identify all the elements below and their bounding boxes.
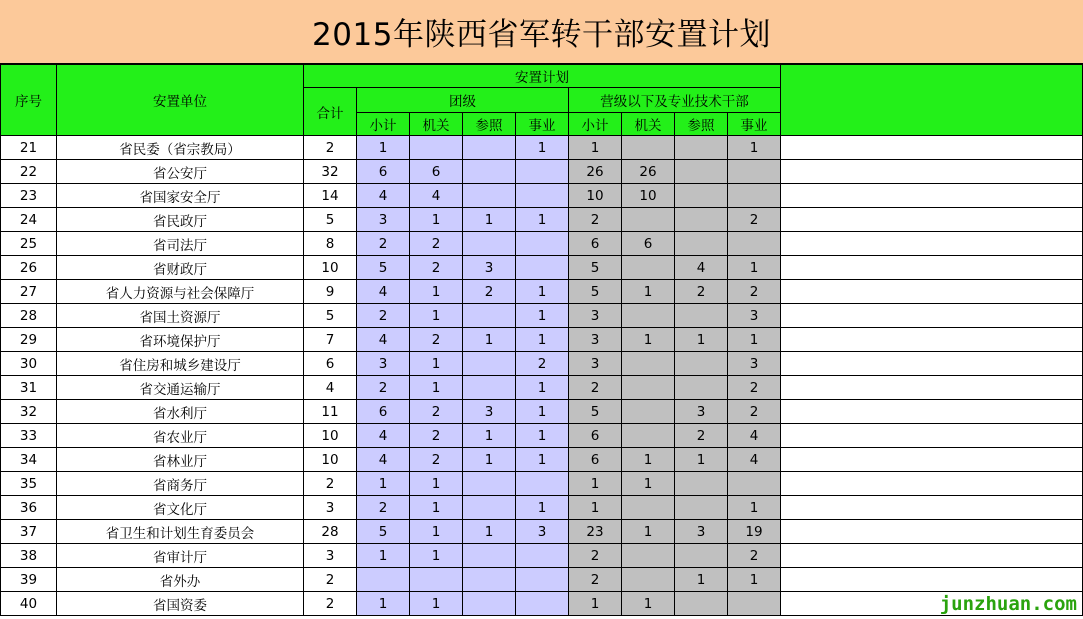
cell-group-b[interactable] bbox=[622, 376, 675, 400]
cell-group-b[interactable] bbox=[622, 424, 675, 448]
cell-group-a[interactable]: 1 bbox=[410, 208, 463, 232]
cell-unit[interactable]: 省住房和城乡建设厅 bbox=[57, 352, 304, 376]
cell-group-a[interactable]: 1 bbox=[463, 448, 516, 472]
cell-group-a[interactable]: 1 bbox=[410, 280, 463, 304]
cell-group-b[interactable]: 1 bbox=[728, 328, 781, 352]
cell-group-b[interactable]: 1 bbox=[728, 136, 781, 160]
cell-empty[interactable] bbox=[781, 520, 1083, 544]
cell-group-b[interactable]: 1 bbox=[622, 328, 675, 352]
cell-group-b[interactable] bbox=[675, 496, 728, 520]
cell-group-b[interactable]: 2 bbox=[569, 376, 622, 400]
cell-group-b[interactable]: 6 bbox=[569, 424, 622, 448]
cell-seq[interactable]: 29 bbox=[1, 328, 57, 352]
cell-empty[interactable] bbox=[781, 544, 1083, 568]
cell-group-a[interactable]: 1 bbox=[410, 544, 463, 568]
cell-group-b[interactable] bbox=[675, 376, 728, 400]
cell-group-b[interactable]: 1 bbox=[728, 496, 781, 520]
header-sub-a-1[interactable]: 机关 bbox=[410, 113, 463, 136]
placement-plan-table bbox=[0, 64, 1083, 616]
header-total[interactable]: 合计 bbox=[304, 88, 357, 136]
cell-group-a[interactable]: 3 bbox=[357, 352, 410, 376]
cell-unit[interactable]: 省司法厅 bbox=[57, 232, 304, 256]
cell-group-a[interactable] bbox=[463, 472, 516, 496]
cell-group-a[interactable] bbox=[516, 472, 569, 496]
cell-group-a[interactable]: 2 bbox=[410, 448, 463, 472]
cell-seq[interactable]: 39 bbox=[1, 568, 57, 592]
cell-group-a[interactable]: 4 bbox=[357, 184, 410, 208]
header-sub-a-3[interactable]: 事业 bbox=[516, 113, 569, 136]
cell-group-b[interactable]: 1 bbox=[675, 448, 728, 472]
cell-group-b[interactable]: 2 bbox=[569, 544, 622, 568]
cell-seq[interactable]: 21 bbox=[1, 136, 57, 160]
cell-group-b[interactable] bbox=[675, 208, 728, 232]
table-row bbox=[1, 280, 1083, 304]
cell-group-a[interactable] bbox=[516, 544, 569, 568]
cell-group-b[interactable] bbox=[622, 208, 675, 232]
cell-seq[interactable]: 27 bbox=[1, 280, 57, 304]
cell-group-a[interactable]: 2 bbox=[410, 232, 463, 256]
cell-group-a[interactable] bbox=[463, 232, 516, 256]
cell-group-a[interactable] bbox=[463, 304, 516, 328]
cell-group-b[interactable] bbox=[728, 592, 781, 616]
cell-seq[interactable]: 26 bbox=[1, 256, 57, 280]
cell-group-b[interactable]: 2 bbox=[675, 280, 728, 304]
cell-group-a[interactable]: 1 bbox=[463, 424, 516, 448]
table-row bbox=[1, 520, 1083, 544]
cell-group-a[interactable] bbox=[463, 352, 516, 376]
cell-group-b[interactable]: 3 bbox=[569, 328, 622, 352]
cell-seq[interactable]: 36 bbox=[1, 496, 57, 520]
cell-total[interactable]: 2 bbox=[304, 568, 357, 592]
cell-seq[interactable]: 31 bbox=[1, 376, 57, 400]
table-row bbox=[1, 304, 1083, 328]
cell-empty[interactable] bbox=[781, 424, 1083, 448]
cell-group-a[interactable]: 1 bbox=[516, 304, 569, 328]
cell-group-a[interactable] bbox=[516, 568, 569, 592]
cell-group-b[interactable] bbox=[728, 232, 781, 256]
cell-seq[interactable]: 37 bbox=[1, 520, 57, 544]
cell-unit[interactable]: 省人力资源与社会保障厅 bbox=[57, 280, 304, 304]
header-seq[interactable]: 序号 bbox=[1, 65, 57, 136]
header-sub-b-1[interactable]: 机关 bbox=[622, 113, 675, 136]
cell-group-b[interactable]: 2 bbox=[569, 568, 622, 592]
header-unit[interactable]: 安置单位 bbox=[57, 65, 304, 136]
cell-group-a[interactable]: 4 bbox=[357, 328, 410, 352]
cell-group-b[interactable] bbox=[675, 160, 728, 184]
cell-group-a[interactable]: 4 bbox=[410, 184, 463, 208]
cell-group-b[interactable]: 23 bbox=[569, 520, 622, 544]
cell-group-a[interactable]: 6 bbox=[357, 400, 410, 424]
cell-group-b[interactable]: 2 bbox=[728, 544, 781, 568]
cell-empty[interactable] bbox=[781, 376, 1083, 400]
cell-total[interactable]: 7 bbox=[304, 328, 357, 352]
cell-group-a[interactable]: 4 bbox=[357, 448, 410, 472]
cell-total[interactable]: 2 bbox=[304, 472, 357, 496]
table-row bbox=[1, 160, 1083, 184]
cell-group-a[interactable]: 1 bbox=[410, 304, 463, 328]
cell-group-b[interactable] bbox=[728, 472, 781, 496]
cell-group-b[interactable]: 5 bbox=[569, 400, 622, 424]
table-row bbox=[1, 328, 1083, 352]
cell-empty[interactable] bbox=[781, 400, 1083, 424]
cell-group-b[interactable]: 1 bbox=[728, 256, 781, 280]
cell-group-b[interactable]: 1 bbox=[622, 520, 675, 544]
cell-unit[interactable]: 省国资委 bbox=[57, 592, 304, 616]
cell-group-b[interactable]: 2 bbox=[728, 400, 781, 424]
cell-group-b[interactable]: 6 bbox=[569, 448, 622, 472]
cell-group-a[interactable]: 1 bbox=[516, 136, 569, 160]
cell-total[interactable]: 5 bbox=[304, 208, 357, 232]
header-sub-a-0[interactable]: 小计 bbox=[357, 113, 410, 136]
cell-empty[interactable] bbox=[781, 568, 1083, 592]
cell-group-a[interactable] bbox=[463, 184, 516, 208]
cell-group-b[interactable] bbox=[675, 136, 728, 160]
table-row bbox=[1, 424, 1083, 448]
cell-group-b[interactable] bbox=[622, 544, 675, 568]
cell-group-a[interactable] bbox=[516, 160, 569, 184]
cell-total[interactable]: 9 bbox=[304, 280, 357, 304]
header-sub-b-2[interactable]: 参照 bbox=[675, 113, 728, 136]
cell-group-b[interactable]: 1 bbox=[569, 472, 622, 496]
cell-group-a[interactable]: 2 bbox=[410, 256, 463, 280]
table-row bbox=[1, 448, 1083, 472]
cell-group-b[interactable]: 3 bbox=[728, 352, 781, 376]
cell-group-b[interactable]: 6 bbox=[622, 232, 675, 256]
cell-empty[interactable] bbox=[781, 184, 1083, 208]
cell-empty[interactable] bbox=[781, 328, 1083, 352]
cell-total[interactable]: 4 bbox=[304, 376, 357, 400]
cell-empty[interactable] bbox=[781, 256, 1083, 280]
cell-group-b[interactable] bbox=[675, 304, 728, 328]
cell-group-a[interactable]: 1 bbox=[516, 208, 569, 232]
cell-group-b[interactable] bbox=[675, 592, 728, 616]
cell-unit[interactable]: 省环境保护厅 bbox=[57, 328, 304, 352]
cell-group-a[interactable] bbox=[357, 568, 410, 592]
cell-unit[interactable]: 省水利厅 bbox=[57, 400, 304, 424]
cell-total[interactable]: 10 bbox=[304, 256, 357, 280]
cell-group-a[interactable]: 1 bbox=[463, 520, 516, 544]
cell-group-a[interactable]: 1 bbox=[516, 496, 569, 520]
cell-group-b[interactable]: 5 bbox=[569, 256, 622, 280]
cell-seq[interactable]: 22 bbox=[1, 160, 57, 184]
cell-group-a[interactable]: 5 bbox=[357, 256, 410, 280]
cell-group-b[interactable]: 1 bbox=[728, 568, 781, 592]
table-row bbox=[1, 568, 1083, 592]
cell-unit[interactable]: 省农业厅 bbox=[57, 424, 304, 448]
cell-group-b[interactable]: 2 bbox=[569, 208, 622, 232]
cell-group-a[interactable]: 5 bbox=[357, 520, 410, 544]
cell-group-a[interactable]: 1 bbox=[410, 376, 463, 400]
table-row bbox=[1, 376, 1083, 400]
cell-total[interactable]: 28 bbox=[304, 520, 357, 544]
cell-group-b[interactable]: 4 bbox=[728, 424, 781, 448]
cell-total[interactable]: 32 bbox=[304, 160, 357, 184]
cell-group-a[interactable] bbox=[463, 376, 516, 400]
cell-group-b[interactable]: 3 bbox=[675, 520, 728, 544]
cell-group-b[interactable]: 3 bbox=[728, 304, 781, 328]
cell-group-a[interactable]: 1 bbox=[410, 352, 463, 376]
cell-group-b[interactable]: 1 bbox=[622, 448, 675, 472]
cell-group-b[interactable]: 2 bbox=[728, 208, 781, 232]
cell-seq[interactable]: 33 bbox=[1, 424, 57, 448]
cell-group-a[interactable]: 6 bbox=[357, 160, 410, 184]
cell-group-b[interactable]: 3 bbox=[675, 400, 728, 424]
cell-group-a[interactable]: 2 bbox=[516, 352, 569, 376]
cell-group-b[interactable]: 6 bbox=[569, 232, 622, 256]
cell-group-a[interactable]: 1 bbox=[357, 472, 410, 496]
cell-seq[interactable]: 32 bbox=[1, 400, 57, 424]
cell-total[interactable]: 3 bbox=[304, 544, 357, 568]
cell-empty[interactable] bbox=[781, 352, 1083, 376]
table-row bbox=[1, 136, 1083, 160]
cell-group-a[interactable]: 2 bbox=[357, 232, 410, 256]
cell-group-a[interactable]: 1 bbox=[516, 424, 569, 448]
table-row bbox=[1, 400, 1083, 424]
cell-group-b[interactable]: 3 bbox=[569, 304, 622, 328]
cell-group-b[interactable] bbox=[622, 568, 675, 592]
cell-group-a[interactable] bbox=[516, 232, 569, 256]
cell-unit[interactable]: 省交通运输厅 bbox=[57, 376, 304, 400]
cell-seq[interactable]: 40 bbox=[1, 592, 57, 616]
cell-group-b[interactable]: 19 bbox=[728, 520, 781, 544]
header-sub-b-3[interactable]: 事业 bbox=[728, 113, 781, 136]
cell-group-a[interactable] bbox=[516, 256, 569, 280]
cell-empty[interactable] bbox=[781, 304, 1083, 328]
cell-total[interactable]: 10 bbox=[304, 424, 357, 448]
cell-unit[interactable]: 省国家安全厅 bbox=[57, 184, 304, 208]
cell-group-a[interactable]: 1 bbox=[410, 496, 463, 520]
header-sub-b-0[interactable]: 小计 bbox=[569, 113, 622, 136]
cell-group-a[interactable]: 1 bbox=[516, 376, 569, 400]
cell-group-b[interactable] bbox=[622, 304, 675, 328]
cell-total[interactable]: 10 bbox=[304, 448, 357, 472]
cell-group-b[interactable]: 5 bbox=[569, 280, 622, 304]
cell-unit[interactable]: 省公安厅 bbox=[57, 160, 304, 184]
table-row bbox=[1, 592, 1083, 616]
cell-group-a[interactable]: 1 bbox=[410, 592, 463, 616]
cell-group-b[interactable] bbox=[622, 400, 675, 424]
cell-group-a[interactable]: 1 bbox=[516, 280, 569, 304]
cell-group-a[interactable]: 1 bbox=[357, 592, 410, 616]
cell-group-a[interactable]: 2 bbox=[357, 496, 410, 520]
cell-group-b[interactable] bbox=[622, 496, 675, 520]
cell-unit[interactable]: 省民委（省宗教局） bbox=[57, 136, 304, 160]
cell-group-a[interactable] bbox=[516, 592, 569, 616]
cell-group-b[interactable]: 10 bbox=[569, 184, 622, 208]
header-plan[interactable]: 安置计划 bbox=[304, 65, 781, 88]
cell-group-b[interactable] bbox=[675, 184, 728, 208]
cell-group-b[interactable] bbox=[675, 544, 728, 568]
cell-group-a[interactable]: 4 bbox=[357, 280, 410, 304]
cell-group-a[interactable] bbox=[463, 568, 516, 592]
cell-group-a[interactable]: 1 bbox=[516, 448, 569, 472]
table-row bbox=[1, 352, 1083, 376]
cell-group-b[interactable] bbox=[622, 136, 675, 160]
cell-empty[interactable] bbox=[781, 160, 1083, 184]
cell-group-a[interactable] bbox=[463, 592, 516, 616]
table-row bbox=[1, 256, 1083, 280]
cell-empty[interactable] bbox=[781, 496, 1083, 520]
cell-group-a[interactable]: 3 bbox=[463, 400, 516, 424]
header-empty-cell[interactable] bbox=[781, 65, 1083, 136]
header-group-a[interactable]: 团级 bbox=[357, 88, 569, 113]
cell-empty[interactable] bbox=[781, 472, 1083, 496]
cell-total[interactable]: 11 bbox=[304, 400, 357, 424]
cell-group-a[interactable]: 2 bbox=[357, 376, 410, 400]
sheet-title: 2015年陕西省军转干部安置计划 bbox=[0, 0, 1083, 64]
cell-group-b[interactable]: 1 bbox=[569, 136, 622, 160]
table-row bbox=[1, 472, 1083, 496]
cell-group-a[interactable]: 1 bbox=[357, 136, 410, 160]
cell-group-b[interactable]: 26 bbox=[569, 160, 622, 184]
cell-total[interactable]: 8 bbox=[304, 232, 357, 256]
table-row bbox=[1, 232, 1083, 256]
cell-group-b[interactable] bbox=[728, 160, 781, 184]
cell-group-a[interactable]: 2 bbox=[410, 328, 463, 352]
cell-total[interactable]: 5 bbox=[304, 304, 357, 328]
cell-seq[interactable]: 23 bbox=[1, 184, 57, 208]
cell-group-a[interactable] bbox=[410, 568, 463, 592]
cell-group-b[interactable] bbox=[622, 352, 675, 376]
cell-group-a[interactable]: 2 bbox=[410, 424, 463, 448]
cell-unit[interactable]: 省审计厅 bbox=[57, 544, 304, 568]
cell-seq[interactable]: 24 bbox=[1, 208, 57, 232]
table-row bbox=[1, 184, 1083, 208]
cell-group-a[interactable]: 3 bbox=[516, 520, 569, 544]
cell-group-b[interactable]: 26 bbox=[622, 160, 675, 184]
cell-group-b[interactable]: 10 bbox=[622, 184, 675, 208]
cell-unit[interactable]: 省文化厅 bbox=[57, 496, 304, 520]
cell-group-a[interactable]: 3 bbox=[463, 256, 516, 280]
cell-unit[interactable]: 省民政厅 bbox=[57, 208, 304, 232]
cell-group-a[interactable] bbox=[463, 496, 516, 520]
cell-group-b[interactable]: 2 bbox=[728, 376, 781, 400]
cell-group-a[interactable]: 1 bbox=[357, 544, 410, 568]
cell-group-a[interactable] bbox=[463, 136, 516, 160]
cell-group-b[interactable]: 3 bbox=[569, 352, 622, 376]
cell-seq[interactable]: 28 bbox=[1, 304, 57, 328]
cell-group-a[interactable] bbox=[463, 160, 516, 184]
cell-group-a[interactable]: 4 bbox=[357, 424, 410, 448]
table-row bbox=[1, 544, 1083, 568]
cell-total[interactable]: 3 bbox=[304, 496, 357, 520]
cell-group-a[interactable]: 1 bbox=[463, 328, 516, 352]
cell-empty[interactable] bbox=[781, 208, 1083, 232]
cell-unit[interactable]: 省国土资源厅 bbox=[57, 304, 304, 328]
cell-total[interactable]: 6 bbox=[304, 352, 357, 376]
cell-empty[interactable] bbox=[781, 448, 1083, 472]
cell-group-a[interactable]: 1 bbox=[410, 520, 463, 544]
cell-group-a[interactable]: 1 bbox=[516, 400, 569, 424]
cell-group-a[interactable]: 1 bbox=[516, 328, 569, 352]
cell-unit[interactable]: 省卫生和计划生育委员会 bbox=[57, 520, 304, 544]
cell-group-a[interactable]: 3 bbox=[357, 208, 410, 232]
cell-seq[interactable]: 38 bbox=[1, 544, 57, 568]
cell-group-b[interactable] bbox=[622, 256, 675, 280]
cell-empty[interactable] bbox=[781, 136, 1083, 160]
cell-group-a[interactable]: 6 bbox=[410, 160, 463, 184]
cell-seq[interactable]: 35 bbox=[1, 472, 57, 496]
cell-group-b[interactable]: 2 bbox=[728, 280, 781, 304]
cell-group-a[interactable]: 2 bbox=[357, 304, 410, 328]
cell-group-a[interactable]: 2 bbox=[410, 400, 463, 424]
cell-group-b[interactable]: 2 bbox=[675, 424, 728, 448]
cell-unit[interactable]: 省商务厅 bbox=[57, 472, 304, 496]
cell-group-b[interactable] bbox=[728, 184, 781, 208]
cell-group-b[interactable] bbox=[675, 352, 728, 376]
cell-group-a[interactable]: 1 bbox=[463, 208, 516, 232]
cell-group-b[interactable]: 1 bbox=[622, 592, 675, 616]
cell-empty[interactable] bbox=[781, 280, 1083, 304]
cell-total[interactable]: 14 bbox=[304, 184, 357, 208]
cell-unit[interactable]: 省外办 bbox=[57, 568, 304, 592]
cell-group-a[interactable] bbox=[410, 136, 463, 160]
cell-group-a[interactable]: 2 bbox=[463, 280, 516, 304]
cell-group-b[interactable]: 4 bbox=[728, 448, 781, 472]
cell-group-b[interactable]: 1 bbox=[675, 328, 728, 352]
cell-group-b[interactable]: 1 bbox=[569, 496, 622, 520]
site-watermark: junzhuan.com bbox=[939, 593, 1077, 615]
cell-group-b[interactable]: 4 bbox=[675, 256, 728, 280]
table-row bbox=[1, 208, 1083, 232]
cell-unit[interactable]: 省财政厅 bbox=[57, 256, 304, 280]
cell-group-b[interactable]: 1 bbox=[675, 568, 728, 592]
cell-group-a[interactable] bbox=[463, 544, 516, 568]
cell-seq[interactable]: 25 bbox=[1, 232, 57, 256]
cell-group-b[interactable] bbox=[675, 472, 728, 496]
cell-empty[interactable] bbox=[781, 232, 1083, 256]
cell-total[interactable]: 2 bbox=[304, 592, 357, 616]
cell-group-b[interactable]: 1 bbox=[622, 472, 675, 496]
cell-group-a[interactable]: 1 bbox=[410, 472, 463, 496]
cell-group-b[interactable]: 1 bbox=[569, 592, 622, 616]
cell-seq[interactable]: 34 bbox=[1, 448, 57, 472]
cell-group-b[interactable] bbox=[675, 232, 728, 256]
cell-unit[interactable]: 省林业厅 bbox=[57, 448, 304, 472]
table-row bbox=[1, 496, 1083, 520]
cell-group-b[interactable]: 1 bbox=[622, 280, 675, 304]
cell-group-a[interactable] bbox=[516, 184, 569, 208]
cell-seq[interactable]: 30 bbox=[1, 352, 57, 376]
header-sub-a-2[interactable]: 参照 bbox=[463, 113, 516, 136]
header-group-b[interactable]: 营级以下及专业技术干部 bbox=[569, 88, 781, 113]
cell-total[interactable]: 2 bbox=[304, 136, 357, 160]
